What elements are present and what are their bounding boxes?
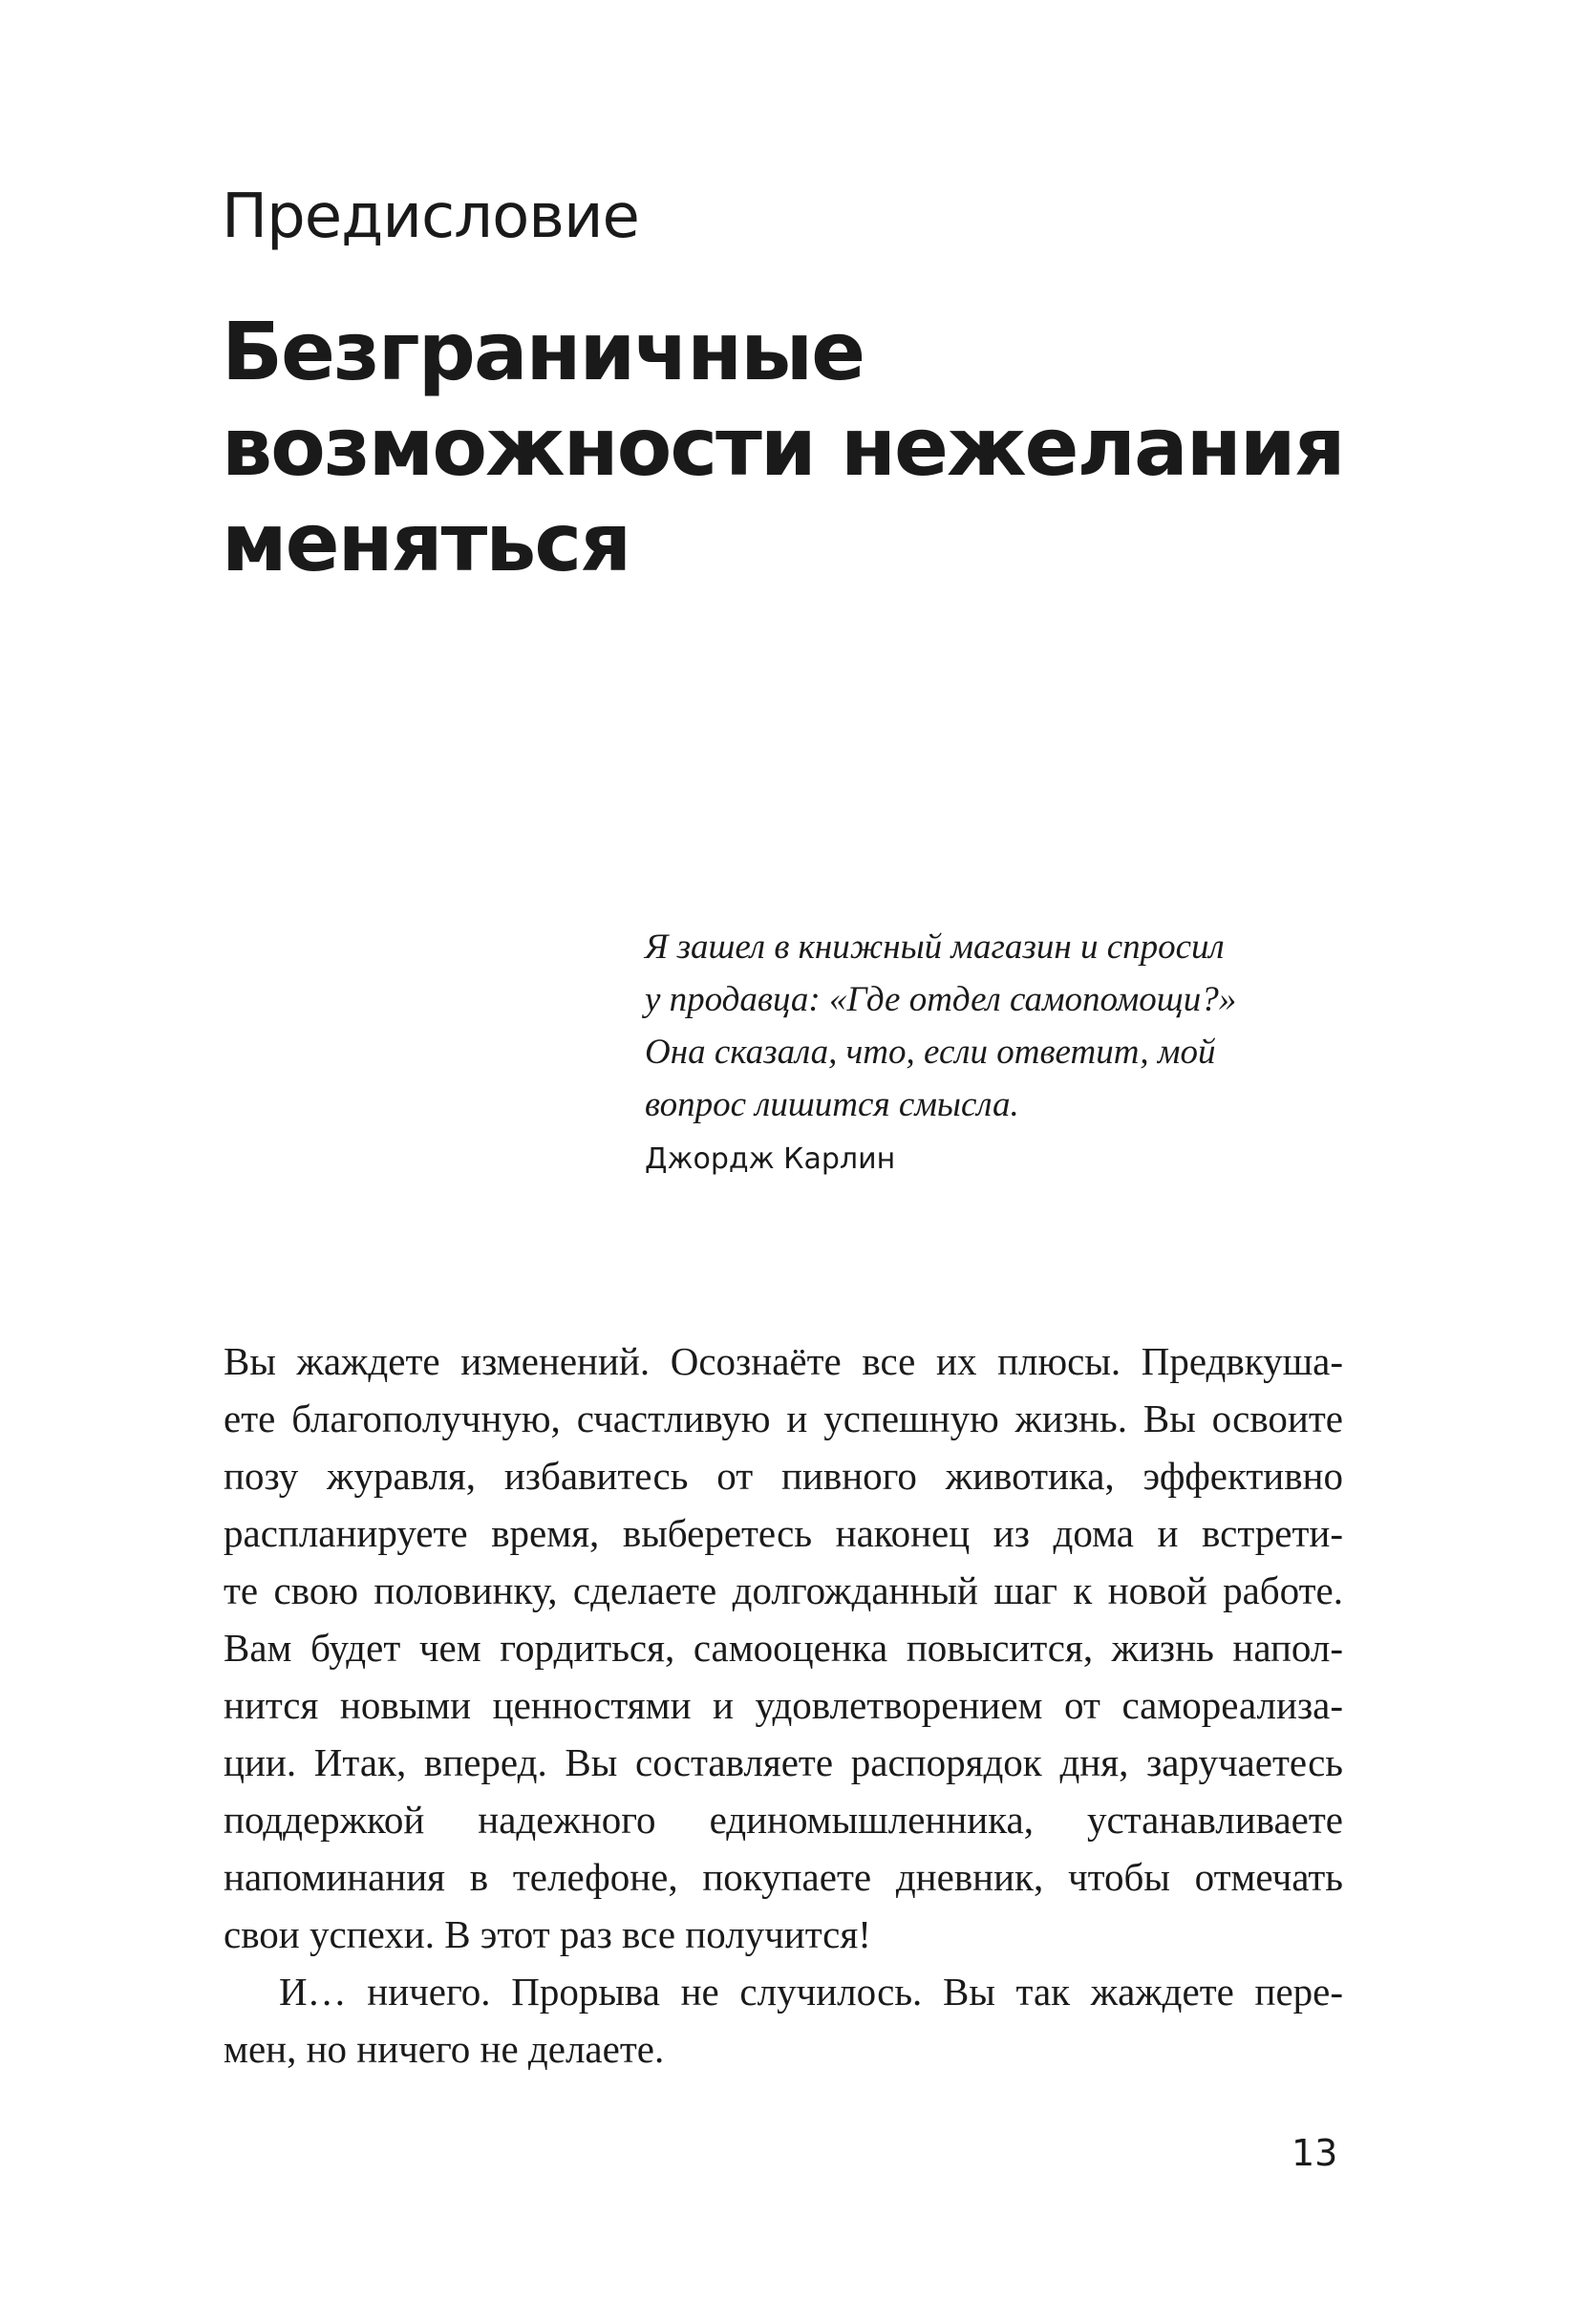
body-line: позу журавля, избавитесь от пивного животика, эффективно xyxy=(224,1454,1343,1498)
epigraph-line: у продавца: «Где отдел самопомощи?» xyxy=(645,980,1237,1019)
page-number: 13 xyxy=(1292,2132,1338,2174)
body-line: Вам будет чем гордиться, самооценка повысится, жизнь напол- xyxy=(224,1626,1343,1670)
body-line: свои успехи. В этот раз все получится! xyxy=(224,1912,871,1956)
body-line: нится новыми ценностями и удовлетворением от самореализа- xyxy=(224,1683,1343,1727)
title-line: Безграничные xyxy=(222,305,865,398)
epigraph-line: Я зашел в книжный магазин и спросил xyxy=(645,927,1225,967)
body-line: И… ничего. Прорыва не случилось. Вы так жаждете пере- xyxy=(279,1970,1343,2014)
title-line: меняться xyxy=(222,496,630,589)
body-line: мен, но ничего не делаете. xyxy=(224,2027,665,2071)
body-line: те свою половинку, сделаете долгожданный шаг к новой работе. xyxy=(224,1568,1343,1612)
epigraph-author: Джордж Карлин xyxy=(645,1142,896,1176)
chapter-title xyxy=(222,304,1344,590)
epigraph-line: Она сказала, что, если ответит, мой xyxy=(645,1033,1216,1072)
epigraph xyxy=(645,921,1313,1176)
body-line: поддержкой надежного единомышленника, устанавливаете xyxy=(224,1798,1343,1842)
body-text xyxy=(224,1333,1343,2078)
body-line: ете благополучную, счастливую и успешную жизнь. Вы освоите xyxy=(224,1397,1343,1440)
body-line: распланируете время, выберетесь наконец из дома и встрети- xyxy=(224,1511,1343,1555)
body-line: напоминания в телефоне, покупаете дневник, чтобы отмечать xyxy=(224,1855,1343,1899)
section-label: Предисловие xyxy=(222,181,639,252)
body-line: ции. Итак, вперед. Вы составляете распорядок дня, заручаетесь xyxy=(224,1740,1343,1784)
title-line: возможности нежелания xyxy=(222,400,1344,494)
epigraph-line: вопрос лишится смысла. xyxy=(645,1085,1019,1124)
body-line: Вы жаждете изменений. Осознаёте все их плюсы. Предвкуша- xyxy=(224,1339,1343,1383)
